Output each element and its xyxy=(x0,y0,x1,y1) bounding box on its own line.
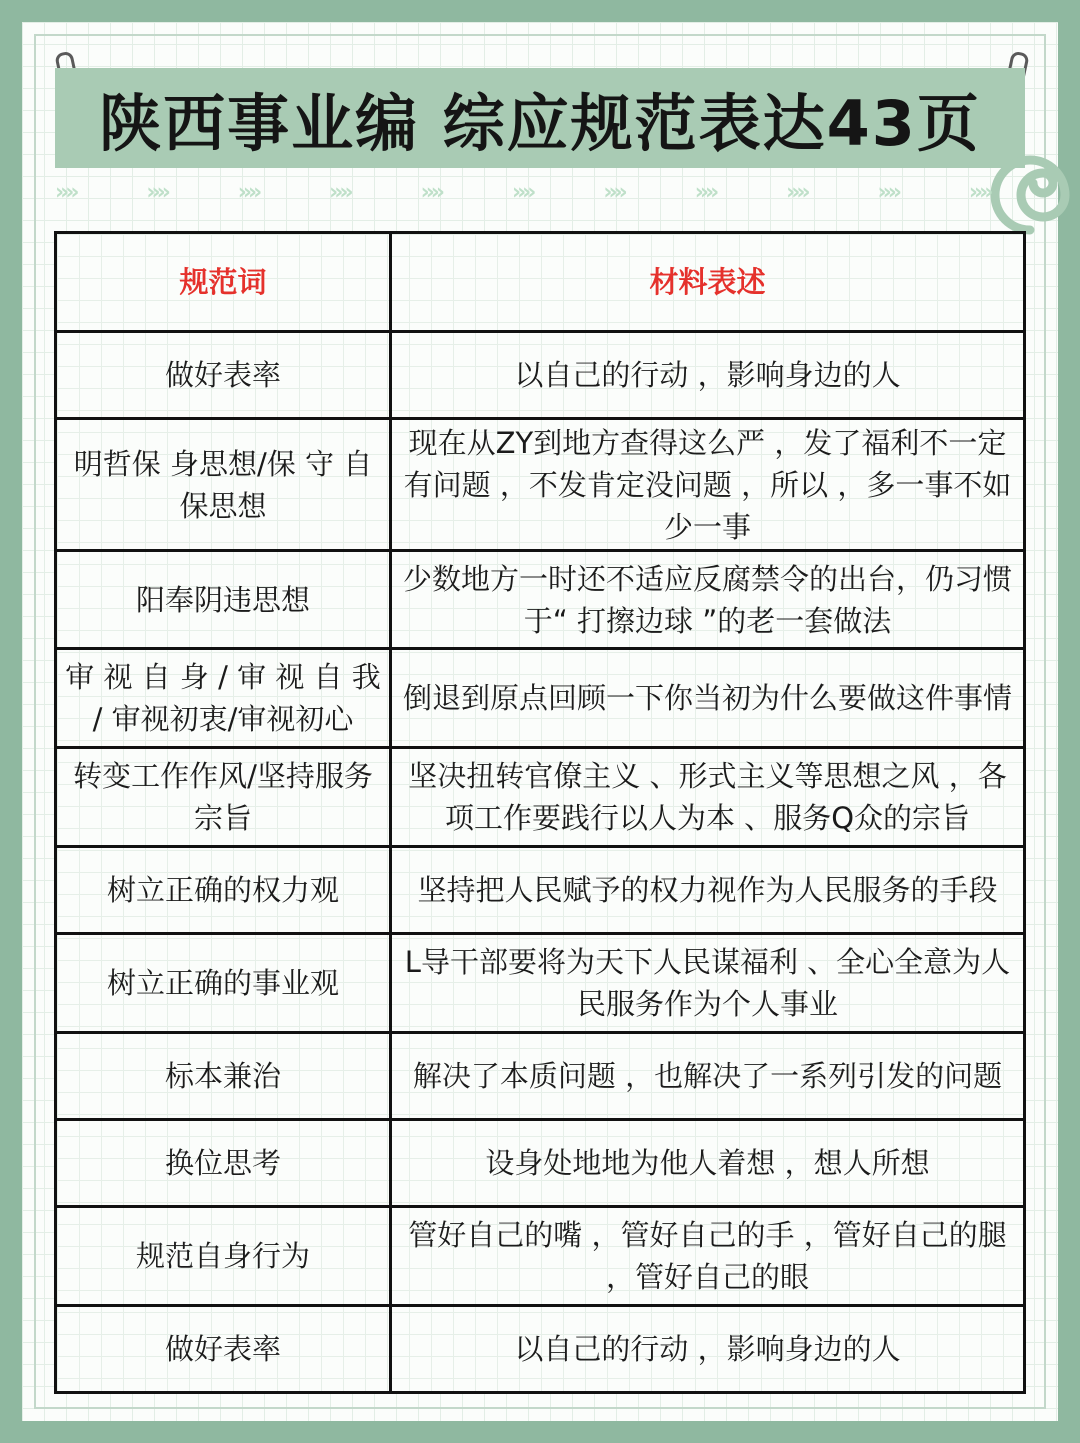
desc-cell: 解决了本质问题 ，也解决了一系列引发的问题 xyxy=(412,1059,1003,1093)
term-cell: 标本兼治 xyxy=(57,1034,392,1118)
term-cell: 做好表率 xyxy=(57,1307,392,1391)
expression-table xyxy=(54,231,1026,1394)
desc-cell: 倒退到原点回顾一下你当初为什么要做这件事情 xyxy=(402,681,1012,715)
chevrons-right-icon: »» xyxy=(968,179,990,205)
page-title: 陕西事业编 综应规范表达43页 xyxy=(99,86,981,160)
table-row xyxy=(57,1121,1023,1208)
chevrons-right-icon: »» xyxy=(786,179,807,205)
table-row xyxy=(57,749,1023,848)
table-row xyxy=(57,935,1023,1034)
chevrons-right-icon: »» xyxy=(694,179,716,205)
desc-cell: 少数地方一时还不适应反腐禁令的出台，仍习惯于“ 打擦边球 ”的老一套做法 xyxy=(402,561,1012,638)
table-row xyxy=(57,650,1023,749)
table-row xyxy=(57,552,1023,650)
header-term: 规范词 xyxy=(57,234,392,330)
term-cell: 审 视 自 身 / 审 视 自 我 / 审视初衷/审视初心 xyxy=(57,650,392,746)
term-cell: 明哲保 身思想/保 守 自保思想 xyxy=(57,420,392,549)
chevrons-right-icon: »» xyxy=(603,179,624,205)
arrow-divider xyxy=(55,180,1025,204)
desc-cell: 设身处地地为他人着想 ，想人所想 xyxy=(485,1146,930,1180)
term-cell: 做好表率 xyxy=(57,333,392,417)
chevrons-right-icon: »» xyxy=(511,179,533,205)
title-banner xyxy=(55,68,1025,168)
desc-cell: 管好自己的嘴 ，管好自己的手 ，管好自己的腿 ，管好自己的眼 xyxy=(408,1218,1007,1294)
desc-cell: L导干部要将为天下人民谋福利 、全心全意为人民服务作为个人事业 xyxy=(404,945,1011,1021)
term-cell: 转变工作作风/坚持服务宗旨 xyxy=(57,749,392,845)
table-row xyxy=(57,1208,1023,1307)
chevrons-right-icon: »» xyxy=(420,179,441,205)
term-cell: 阳奉阴违思想 xyxy=(57,552,392,647)
term-cell: 规范自身行为 xyxy=(57,1208,392,1304)
table-row xyxy=(57,1307,1023,1391)
desc-cell: 以自己的行动 ，影响身边的人 xyxy=(514,358,901,392)
table-header-row xyxy=(57,234,1023,333)
desc-cell: 现在从ZY到地方查得这么严 ，发了福利不一定有问题 ，不发肯定没问题 ，所以 ，多一事不如少一事 xyxy=(403,425,1012,544)
table-row xyxy=(57,333,1023,420)
header-desc: 材料表述 xyxy=(649,265,766,299)
term-cell: 树立正确的事业观 xyxy=(57,935,392,1031)
chevrons-right-icon: »» xyxy=(329,179,350,205)
table-row xyxy=(57,1034,1023,1121)
term-cell: 换位思考 xyxy=(57,1121,392,1205)
chevrons-right-icon: »» xyxy=(55,179,76,205)
table-row xyxy=(57,848,1023,935)
desc-cell: 以自己的行动 ，影响身边的人 xyxy=(514,1332,901,1366)
table-row xyxy=(57,420,1023,552)
chevrons-right-icon: »» xyxy=(146,179,167,205)
chevrons-right-icon: »» xyxy=(877,179,898,205)
desc-cell: 坚决扭转官僚主义 、形式主义等思想之风 ，各项工作要践行以人为本 、服务Q众的宗旨 xyxy=(408,759,1007,835)
term-cell: 树立正确的权力观 xyxy=(57,848,392,932)
desc-cell: 坚持把人民赋予的权力视作为人民服务的手段 xyxy=(417,873,998,907)
chevrons-right-icon: »» xyxy=(237,179,259,205)
